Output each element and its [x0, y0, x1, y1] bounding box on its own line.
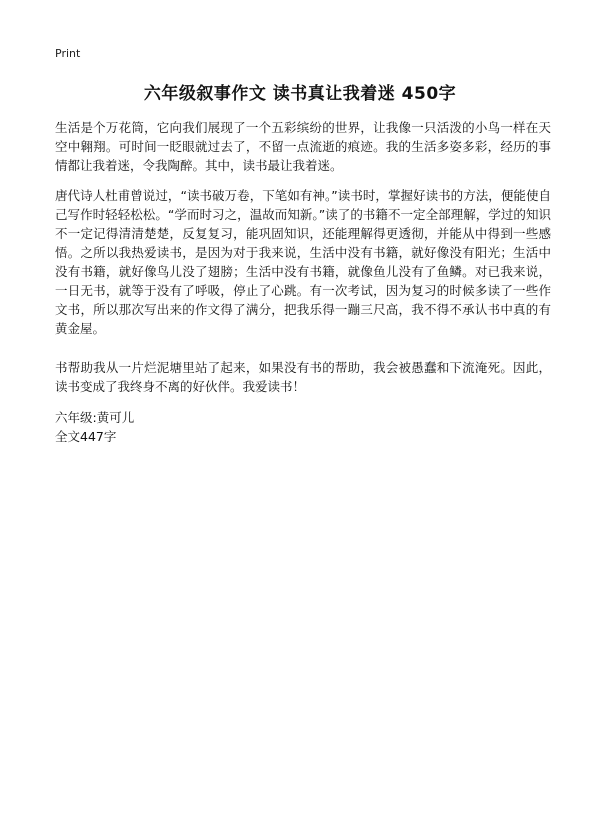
- word-count: 全文447字: [55, 429, 117, 444]
- print-label: Print: [55, 47, 81, 60]
- paragraph-3: 书帮助我从一片烂泥塘里站了起来，如果没有书的帮助，我会被愚蠢和下流淹死。因此，读书变成了我终身不离的好伙伴。我爱读书！: [55, 360, 551, 394]
- paragraph-1: 生活是个万花筒，它向我们展现了一个五彩缤纷的世界，让我像一只活泼的小鸟一样在天空中翱翔。可时间一眨眼就过去了，不留一点流逝的痕迹。我的生活多姿多彩，经历的事情都让我着迷，令我陶醉。其中，读书最让我着迷。: [55, 120, 551, 173]
- author-signature: 六年级:黄可儿: [55, 410, 135, 425]
- document-title: 六年级叙事作文 读书真让我着迷 450字: [143, 84, 457, 104]
- paragraph-2: 唐代诗人杜甫曾说过，“读书破万卷，下笔如有神。”读书时，掌握好读书的方法，便能使自己写作时轻轻松松。“学而时习之，温故而知新。”读了的书籍不一定全部理解，学过的知识不一定记得清清楚楚，反复复习，能巩固知识，还能理解得更透彻，并能从中得到一些感悟。之所以我热爱读书，是因为对于我来说，生活中没有书籍，就好像没有阳光；生活中没有书籍，就好像鸟儿没了翅膀；生活中没有书籍，就像鱼儿没有了鱼鳞。对已我来说，一日无书，就等于没有了呼吸，停止了心跳。有一次考试，因为复习的时候多读了一些作文书，所以那次写出来的作文得了满分，把我乐得一蹦三尺高，我不得不承认书中真的有黄金屋。: [55, 188, 551, 336]
